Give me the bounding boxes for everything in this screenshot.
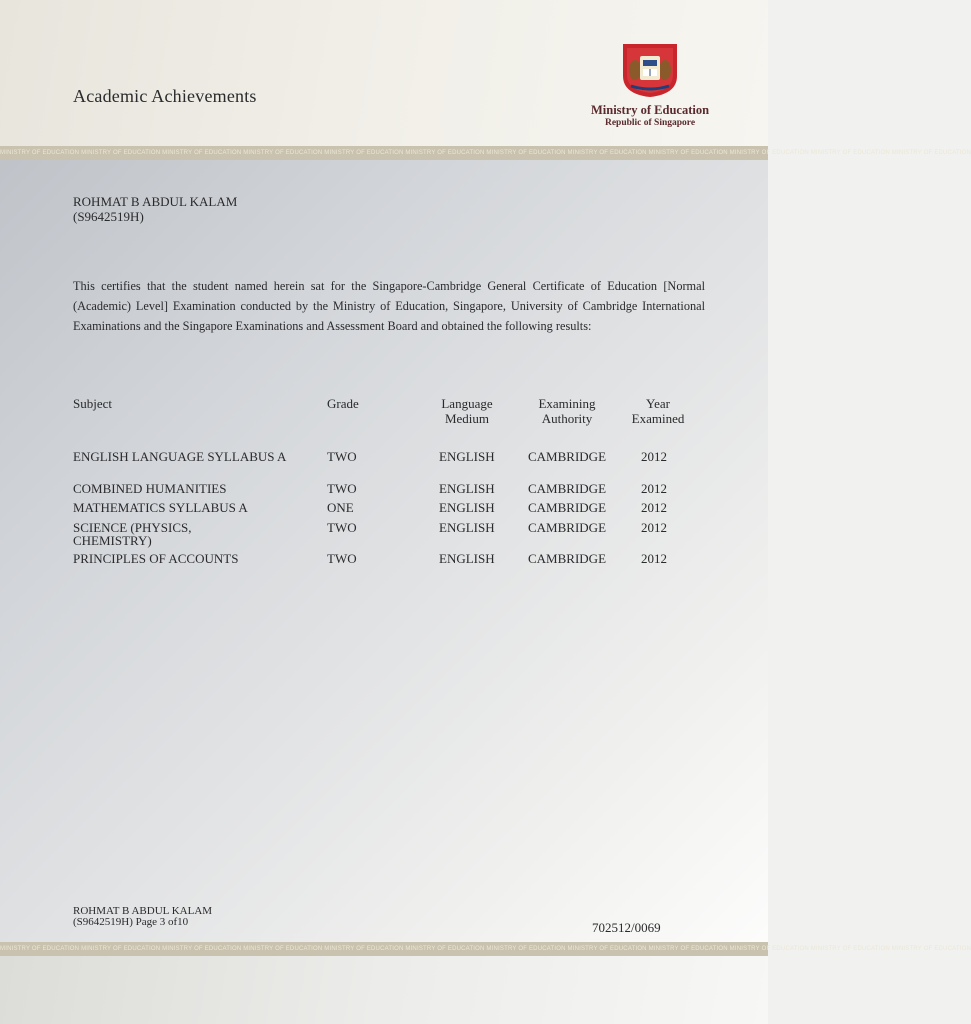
student-block <box>73 194 237 224</box>
header-language-line2: Medium <box>444 411 490 426</box>
result-year: 2012 <box>641 520 667 535</box>
student-id: (S9642519H) <box>73 209 144 224</box>
header-language <box>431 396 503 426</box>
certification-statement: This certifies that the student named herein sat for the Singapore-Cambridge General Certificate of Education [Normal (Academic) Level] Examination conducted by the Ministry of Education, Singapore, University of Cambridge International Examinations and the Singapore Examinations and Assessment Board and obtained the following results: <box>73 279 705 333</box>
header-year-line2: Examined <box>631 411 685 426</box>
header-authority-line1: Examining <box>538 396 596 411</box>
ministry-name: Ministry of Education <box>590 103 710 117</box>
result-authority: CAMBRIDGE <box>528 500 607 515</box>
footer-student <box>73 906 212 928</box>
result-authority: CAMBRIDGE <box>528 551 607 566</box>
result-language: ENGLISH <box>439 551 495 566</box>
result-grade: TWO <box>327 449 357 464</box>
result-subject: MATHEMATICS SYLLABUS A <box>73 500 248 515</box>
result-grade: TWO <box>327 520 357 535</box>
result-subject: COMBINED HUMANITIES <box>73 481 227 496</box>
certificate-code: 702512/0069 <box>592 920 661 935</box>
result-language: ENGLISH <box>439 520 495 535</box>
result-authority: CAMBRIDGE <box>528 481 607 496</box>
result-year: 2012 <box>641 481 667 496</box>
result-authority: CAMBRIDGE <box>528 520 607 535</box>
result-subject: ENGLISH LANGUAGE SYLLABUS A <box>73 449 287 464</box>
result-subject: PRINCIPLES OF ACCOUNTS <box>73 551 239 566</box>
ministry-label <box>560 103 740 129</box>
result-language: ENGLISH <box>439 481 495 496</box>
result-grade: TWO <box>327 481 357 496</box>
ministry-subtitle: Republic of Singapore <box>604 118 696 128</box>
result-language: ENGLISH <box>439 449 495 464</box>
header-grade: Grade <box>327 396 359 411</box>
result-language: ENGLISH <box>439 500 495 515</box>
header-subject: Subject <box>73 396 112 411</box>
result-year: 2012 <box>641 500 667 515</box>
result-year: 2012 <box>641 551 667 566</box>
student-name: ROHMAT B ABDUL KALAM <box>73 194 238 209</box>
ministry-crest-icon <box>621 42 679 98</box>
watermark-stripe-bottom: MINISTRY OF EDUCATION MINISTRY OF EDUCATION MINISTRY OF EDUCATION MINISTRY OF EDUCATION MINISTRY OF EDUCATION MINISTRY OF EDUCATION MINISTRY OF EDUCATION MINISTRY OF EDUCATION MINISTRY OF EDUCATION MINISTRY OF EDUCATION MINISTRY OF EDUCATION MINISTRY OF EDUCATION <box>0 942 768 956</box>
header-authority <box>525 396 609 426</box>
header-authority-line2: Authority <box>541 411 593 426</box>
result-grade: ONE <box>327 500 354 515</box>
footer-page-info: (S9642519H) Page 3 of10 <box>73 916 189 928</box>
result-subject: SCIENCE (PHYSICS, CHEMISTRY) <box>73 520 192 548</box>
header-year <box>625 396 691 426</box>
result-grade: TWO <box>327 551 357 566</box>
document-title: Academic Achievements <box>73 86 257 106</box>
footer-student-name: ROHMAT B ABDUL KALAM <box>73 905 213 917</box>
result-year: 2012 <box>641 449 667 464</box>
header-language-line1: Language <box>441 396 493 411</box>
result-authority: CAMBRIDGE <box>528 449 607 464</box>
watermark-stripe-top: MINISTRY OF EDUCATION MINISTRY OF EDUCATION MINISTRY OF EDUCATION MINISTRY OF EDUCATION MINISTRY OF EDUCATION MINISTRY OF EDUCATION MINISTRY OF EDUCATION MINISTRY OF EDUCATION MINISTRY OF EDUCATION MINISTRY OF EDUCATION MINISTRY OF EDUCATION MINISTRY OF EDUCATION <box>0 146 768 160</box>
footer-band <box>0 956 768 1024</box>
header-year-line1: Year <box>646 396 670 411</box>
